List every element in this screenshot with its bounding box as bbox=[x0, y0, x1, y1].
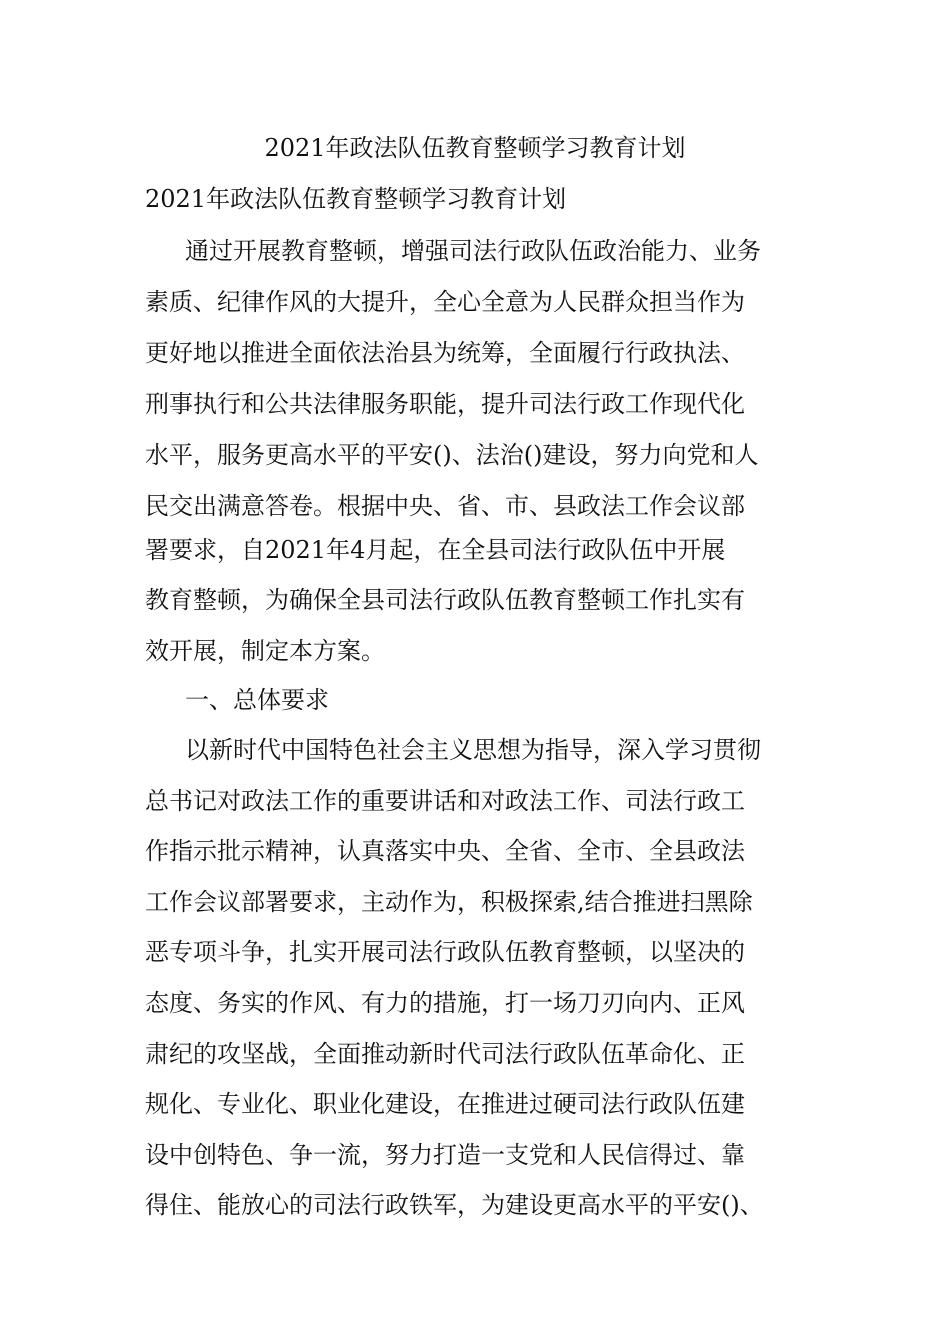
paragraph-line: 工作会议部署要求，主动作为，积极探索,结合推进扫黑除 bbox=[145, 888, 753, 916]
paragraph-line: 教育整顿，为确保全县司法行政队伍教育整顿工作扎实有 bbox=[145, 586, 745, 614]
paragraph-line: 规化、专业化、职业化建设，在推进过硬司法行政队伍建 bbox=[145, 1090, 745, 1118]
paragraph-line: 得住、能放心的司法行政铁军，为建设更高水平的平安()、 bbox=[145, 1191, 764, 1219]
paragraph-line: 作指示批示精神，认真落实中央、全省、全市、全县政法 bbox=[145, 837, 745, 865]
paragraph-line: 总书记对政法工作的重要讲话和对政法工作、司法行政工 bbox=[145, 787, 745, 815]
paragraph-line: 通过开展教育整顿，增强司法行政队伍政治能力、业务 bbox=[185, 237, 761, 265]
paragraph-line: 水平，服务更高水平的平安()、法治()建设，努力向党和人 bbox=[145, 441, 759, 469]
paragraph-line: 署要求，自2021年4月起，在全县司法行政队伍中开展 bbox=[145, 536, 726, 564]
paragraph-line: 以新时代中国特色社会主义思想为指导，深入学习贯彻 bbox=[185, 736, 761, 764]
document-title: 2021年政法队伍教育整顿学习教育计划 bbox=[264, 134, 686, 162]
paragraph-line: 素质、纪律作风的大提升，全心全意为人民群众担当作为 bbox=[145, 288, 745, 316]
paragraph-line: 恶专项斗争，扎实开展司法行政队伍教育整顿，以坚决的 bbox=[145, 938, 745, 966]
paragraph-line: 刑事执行和公共法律服务职能，提升司法行政工作现代化 bbox=[145, 390, 745, 418]
paragraph-line: 更好地以推进全面依法治县为统筹，全面履行行政执法、 bbox=[145, 339, 745, 367]
paragraph-line: 效开展，制定本方案。 bbox=[145, 637, 385, 665]
paragraph-line: 设中创特色、争一流，努力打造一支党和人民信得过、靠 bbox=[145, 1141, 745, 1169]
paragraph-line: 民交出满意答卷。根据中央、省、市、县政法工作会议部 bbox=[145, 492, 745, 520]
section-heading: 一、总体要求 bbox=[185, 686, 329, 714]
document-subtitle: 2021年政法队伍教育整顿学习教育计划 bbox=[145, 185, 567, 213]
paragraph-line: 肃纪的攻坚战，全面推动新时代司法行政队伍革命化、正 bbox=[145, 1040, 745, 1068]
paragraph-line: 态度、务实的作风、有力的措施，打一场刀刃向内、正风 bbox=[145, 989, 745, 1017]
